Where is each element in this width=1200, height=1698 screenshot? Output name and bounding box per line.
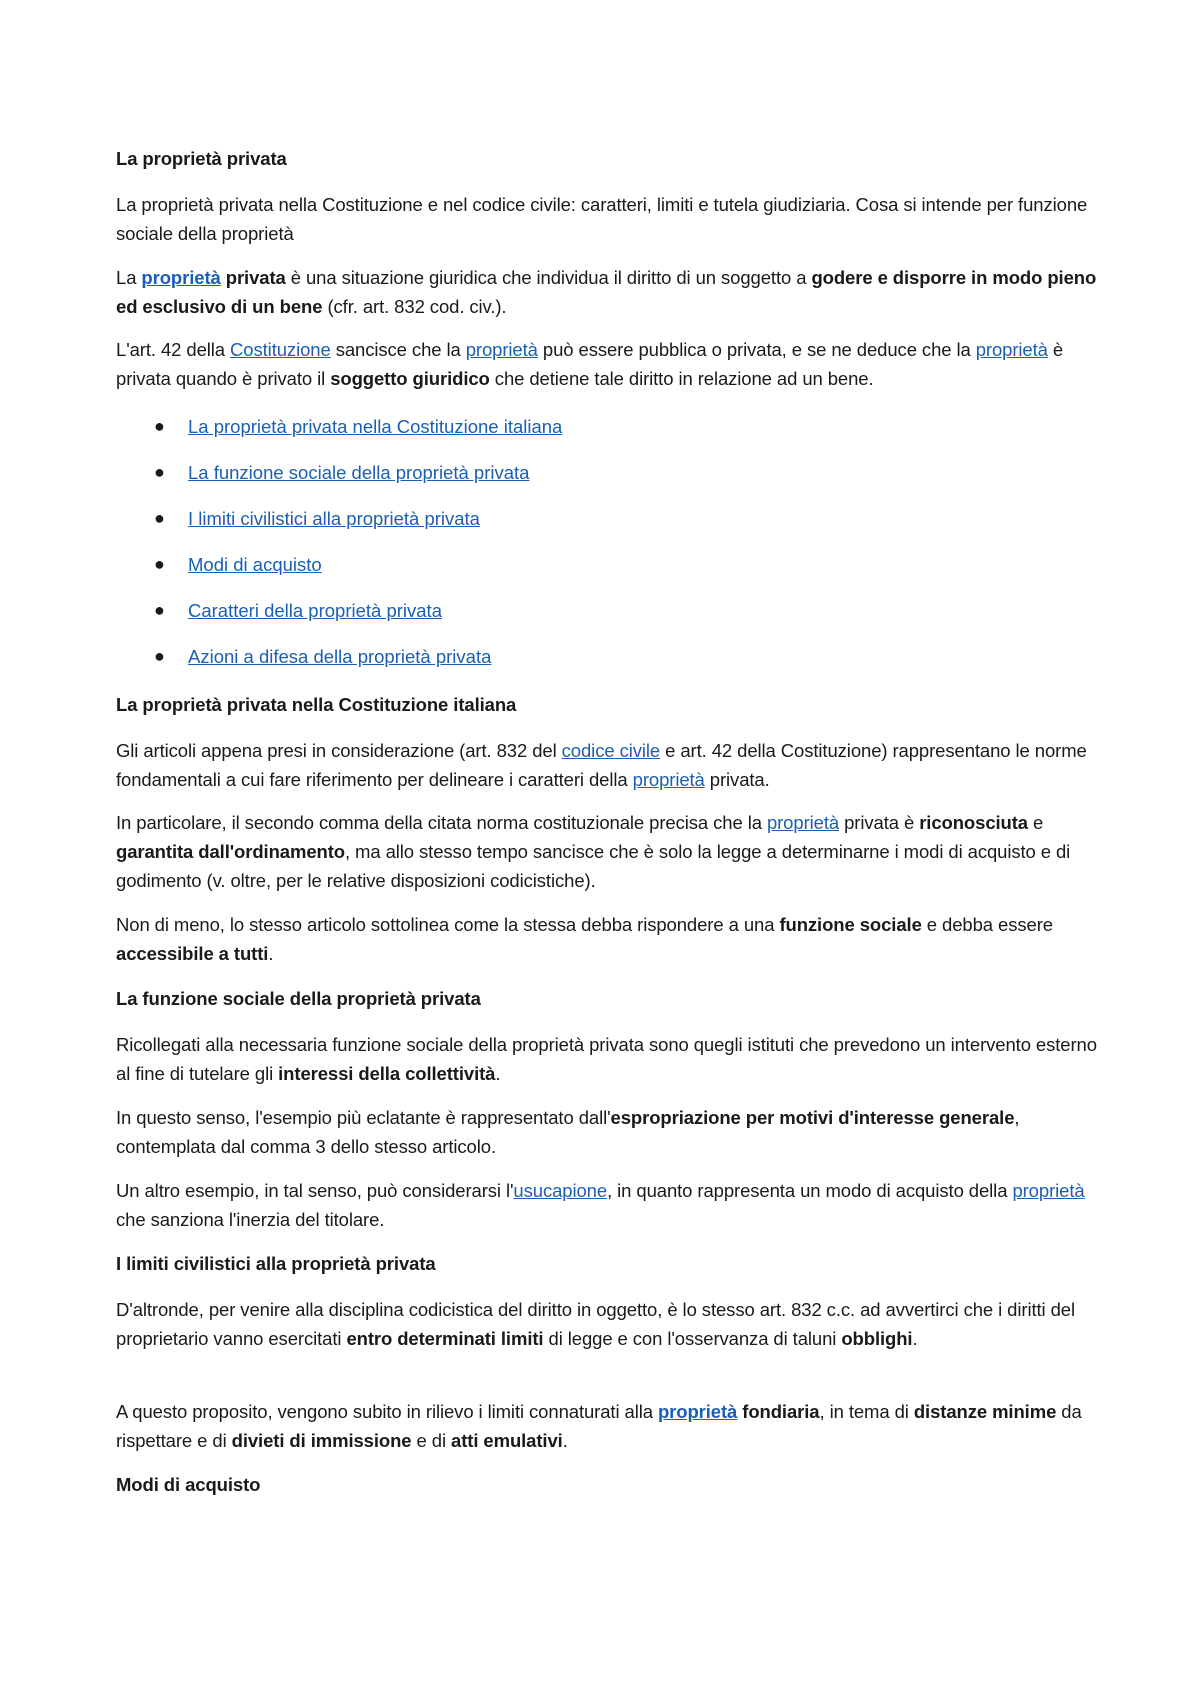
bullet-icon: ● — [154, 554, 165, 574]
toc-link[interactable]: La proprietà privata nella Costituzione italiana — [188, 416, 563, 437]
toc-link[interactable]: I limiti civilistici alla proprietà privata — [188, 508, 480, 529]
toc-item — [116, 596, 1016, 642]
table-of-contents — [116, 412, 1016, 688]
toc-link[interactable]: Modi di acquisto — [188, 554, 322, 575]
bullet-icon: ● — [154, 646, 165, 666]
paragraph-secondo-comma: In particolare, il secondo comma della citata norma costituzionale precisa che la proprietà privata è riconosciuta e garantita dall'ordinamento, ma allo stesso tempo sancisce che è solo la legge a determinarne i modi di acquisto e di godimento (v. oltre, per le relative disposizioni codicistiche). — [116, 812, 1071, 891]
link-costituzione[interactable]: Costituzione — [230, 339, 331, 360]
section-heading: Modi di acquisto — [116, 1474, 261, 1495]
paragraph-art42: L'art. 42 della Costituzione sancisce che la proprietà può essere pubblica o privata, e se ne deduce che la proprietà è privata quando è privato il soggetto giuridico che detiene tale diritto in relazione ad un bene. — [116, 339, 1064, 389]
link-proprieta[interactable]: proprietà — [465, 339, 538, 360]
toc-item — [116, 412, 1016, 458]
link-proprieta[interactable]: proprietà — [632, 769, 705, 790]
paragraph-usucapione: Un altro esempio, in tal senso, può considerarsi l'usucapione, in quanto rappresenta un modo di acquisto della proprietà che sanziona l'inerzia del titolare. — [116, 1180, 1085, 1230]
paragraph-limiti: D'altronde, per venire alla disciplina codicistica del diritto in oggetto, è lo stesso art. 832 c.c. ad avvertirci che i diritti del proprietario vanno esercitati entro determinati limiti di legge e con l'osservanza di taluni obblighi. — [116, 1299, 1075, 1349]
section-heading: La proprietà privata nella Costituzione italiana — [116, 694, 517, 715]
toc-link[interactable]: La funzione sociale della proprietà privata — [188, 462, 530, 483]
link-proprieta[interactable]: proprietà — [766, 812, 840, 833]
toc-link[interactable]: Caratteri della proprietà privata — [188, 600, 442, 621]
paragraph-funzione: Non di meno, lo stesso articolo sottolinea come la stessa debba rispondere a una funzione sociale e debba essere accessibile a tutti. — [116, 914, 1053, 964]
link-usucapione[interactable]: usucapione — [513, 1180, 608, 1201]
toc-item — [116, 504, 1016, 550]
toc-item — [116, 642, 1016, 688]
link-proprieta[interactable]: proprietà — [141, 267, 221, 288]
bullet-icon: ● — [154, 600, 165, 620]
paragraph-ricollegati: Ricollegati alla necessaria funzione sociale della proprietà privata sono quegli istituti che prevedono un intervento esterno al fine di tutelare gli interessi della collettività. — [116, 1034, 1097, 1084]
bullet-icon: ● — [154, 508, 165, 528]
page-title: La proprietà privata — [116, 148, 287, 169]
toc-item — [116, 458, 1016, 504]
link-proprieta[interactable]: proprietà — [657, 1401, 738, 1422]
section-heading: I limiti civilistici alla proprietà privata — [116, 1253, 436, 1274]
bullet-icon: ● — [154, 462, 165, 482]
toc-item — [116, 550, 1016, 596]
link-codice-civile[interactable]: codice civile — [561, 740, 661, 761]
intro-paragraph: La proprietà privata nella Costituzione e nel codice civile: caratteri, limiti e tutela giudiziaria. Cosa si intende per funzione sociale della proprietà — [116, 194, 1088, 244]
bullet-icon: ● — [154, 416, 165, 436]
paragraph-espropriazione: In questo senso, l'esempio più eclatante è rappresentato dall'espropriazione per motivi d'interesse generale, contemplata dal comma 3 dello stesso articolo. — [116, 1107, 1020, 1157]
section-heading: La funzione sociale della proprietà privata — [116, 988, 481, 1009]
paragraph-fondiaria: A questo proposito, vengono subito in rilievo i limiti connaturati alla proprietà fondiaria, in tema di distanze minime da rispettare e di divieti di immissione e di atti emulativi. — [116, 1401, 1082, 1451]
toc-link[interactable]: Azioni a difesa della proprietà privata — [188, 646, 492, 667]
paragraph-definition: La proprietà privata è una situazione giuridica che individua il diritto di un soggetto a godere e disporre in modo pieno ed esclusivo di un bene (cfr. art. 832 cod. civ.). — [116, 267, 1097, 317]
paragraph-articoli: Gli articoli appena presi in considerazione (art. 832 del codice civile e art. 42 della Costituzione) rappresentano le norme fondamentali a cui fare riferimento per delineare i caratteri della proprietà privata. — [116, 740, 1087, 790]
link-proprieta[interactable]: proprietà — [1012, 1180, 1085, 1201]
link-proprieta[interactable]: proprietà — [975, 339, 1048, 360]
